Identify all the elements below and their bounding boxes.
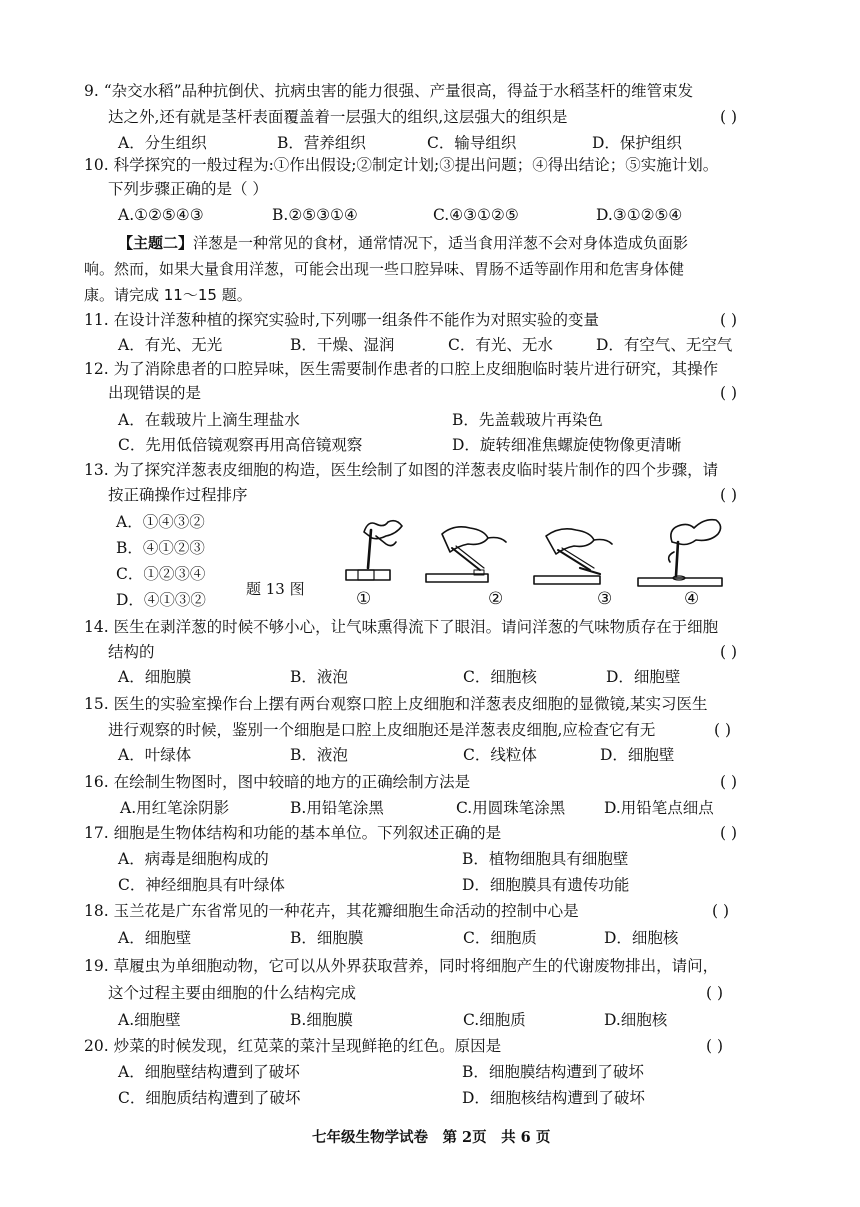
q13-figure-caption: 题 13 图 [246,580,305,598]
q17-option-c: C．神经细胞具有叶绿体 [118,876,285,894]
q10-option-c: C.④③①②⑤ [433,206,519,224]
q10-option-b: B.②⑤③①④ [272,206,358,224]
q14-option-a: A．细胞膜 [118,668,192,686]
q17-stem-line1: 17. 细胞是生物体结构和功能的基本单位。下列叙述正确的是 [84,824,502,842]
topic2-tag: 【主题二】 [118,234,194,252]
topic2-intro-line1 [118,232,688,254]
q20-stem-line1: 20. 炒菜的时候发现，红苋菜的菜汁呈现鲜艳的红色。原因是 [84,1037,502,1055]
q14-option-d: D．细胞壁 [606,668,681,686]
q19-stem-line2: 这个过程主要由细胞的什么结构完成 [108,984,357,1002]
q16-option-c: C.用圆珠笔涂黑 [456,799,566,817]
q15-option-b: B．液泡 [290,746,348,764]
q17-answer-blank: ( ) [720,824,738,842]
q9-option-d: D．保护组织 [592,134,682,152]
q19-option-c: C.细胞质 [463,1011,526,1029]
q11-stem-line1: 11. 在设计洋葱种植的探究实验时,下列哪一组条件不能作为对照实验的变量 [84,311,600,329]
q12-option-a: A．在载玻片上滴生理盐水 [118,411,300,429]
q12-stem-line1: 12. 为了消除患者的口腔异味，医生需要制作患者的口腔上皮细胞临时装片进行研究，其操作 [84,360,719,378]
q19-answer-blank: ( ) [706,984,724,1002]
q14-option-c: C．细胞核 [463,668,537,686]
q13-answer-blank: ( ) [720,486,738,504]
q14-stem-line1: 14. 医生在剥洋葱的时候不够小心，让气味熏得流下了眼泪。请问洋葱的气味物质存在于细胞 [84,618,719,636]
q12-answer-blank: ( ) [720,384,738,402]
q13-stem-line2: 按正确操作过程排序 [108,486,248,504]
q19-stem-line1: 19. 草履虫为单细胞动物，它可以从外界获取营养，同时将细胞产生的代谢废物排出，请问， [84,957,719,975]
q13-option-b: B．④①②③ [116,539,205,557]
step3-coverslip-hand-icon [534,529,612,584]
step1-dropper-hand-icon [346,521,402,580]
q11-option-d: D．有空气、无空气 [596,336,733,354]
step4-drop-hand-icon [638,520,722,586]
q9-answer-blank: ( ) [720,108,738,126]
q10-stem-line1: 10. 科学探究的一般过程为:①作出假设;②制定计划;③提出问题；④得出结论；⑤实施计划。 [84,156,719,174]
q15-option-d: D．细胞壁 [600,746,675,764]
q19-option-d: D.细胞核 [604,1011,668,1029]
q13-option-d: D．④①③② [116,591,206,609]
q11-option-c: C．有光、无水 [448,336,553,354]
q12-stem-line2: 出现错误的是 [108,384,202,402]
q18-answer-blank: ( ) [712,902,730,920]
q12-option-b: B．先盖载玻片再染色 [452,411,603,429]
q13-step-label-4: ④ [684,589,700,609]
topic2-intro-text: 洋葱是一种常见的食材，通常情况下，适当食用洋葱不会对身体造成负面影 [193,234,689,252]
q20-option-d: D．细胞核结构遭到了破坏 [462,1089,645,1107]
topic2-intro-line3: 康。请完成 11～15 题。 [84,286,252,304]
q11-option-b: B．干燥、湿润 [290,336,395,354]
q9-option-b: B．营养组织 [277,134,366,152]
q14-stem-line2: 结构的 [108,643,155,661]
q9-option-a: A．分生组织 [118,134,207,152]
q20-option-c: C．细胞质结构遭到了破坏 [118,1089,301,1107]
q17-option-a: A．病毒是细胞构成的 [118,850,269,868]
q13-step-label-3: ③ [597,589,613,609]
q11-option-a: A．有光、无光 [118,336,223,354]
q13-option-c: C．①②③④ [116,565,206,583]
q9-stem-line2: 达之外,还有就是茎杆表面覆盖着一层强大的组织,这层强大的组织是 [108,108,568,126]
q16-stem-line1: 16. 在绘制生物图时，图中较暗的地方的正确绘制方法是 [84,773,471,791]
q13-step-label-1: ① [356,589,372,609]
q9-stem-line1: 9. “杂交水稻”品种抗倒伏、抗病虫害的能力很强、产量很高，得益于水稻茎杆的维管束发 [84,82,694,100]
q15-stem-line2: 进行观察的时候，鉴别一个细胞是口腔上皮细胞还是洋葱表皮细胞,应检查它有无 [108,721,656,739]
q20-option-b: B．细胞膜结构遭到了破坏 [462,1063,644,1081]
q15-option-c: C．线粒体 [463,746,537,764]
q17-option-b: B．植物细胞具有细胞壁 [462,850,629,868]
q19-option-a: A.细胞壁 [118,1011,181,1029]
q16-option-a: A.用红笔涂阴影 [120,799,230,817]
q13-figure [338,512,728,604]
q13-option-a: A．①④③② [116,513,205,531]
q12-option-d: D．旋转细准焦螺旋使物像更清晰 [452,436,682,454]
q20-answer-blank: ( ) [706,1037,724,1055]
q15-answer-blank: ( ) [714,721,732,739]
q18-option-c: C．细胞质 [463,929,537,947]
page-footer: 七年级生物学试卷 第 2页 共 6 页 [312,1129,551,1146]
q9-option-c: C．输导组织 [427,134,517,152]
q10-option-a: A.①②⑤④③ [118,206,204,224]
q15-stem-line1: 15. 医生的实验室操作台上摆有两台观察口腔上皮细胞和洋葱表皮细胞的显微镜,某实习医生 [84,695,708,713]
q13-step-label-2: ② [488,589,504,609]
step2-tweezers-hand-icon [426,527,506,582]
q18-option-d: D．细胞核 [604,929,679,947]
q11-answer-blank: ( ) [720,311,738,329]
q13-stem-line1: 13. 为了探究洋葱表皮细胞的构造，医生绘制了如图的洋葱表皮临时装片制作的四个步骤，请 [84,461,719,479]
q16-answer-blank: ( ) [720,773,738,791]
q14-answer-blank: ( ) [720,643,738,661]
q10-option-d: D.③①②⑤④ [596,206,683,224]
q16-option-b: B.用铅笔涂黑 [290,799,384,817]
q12-option-c: C．先用低倍镜观察再用高倍镜观察 [118,436,363,454]
q15-option-a: A．叶绿体 [118,746,192,764]
topic2-intro-line2: 响。然而，如果大量食用洋葱，可能会出现一些口腔异味、胃肠不适等副作用和危害身体健 [84,260,685,278]
q10-stem-line2: 下列步骤正确的是（ ） [108,180,268,198]
q18-stem-line1: 18. 玉兰花是广东省常见的一种花卉，其花瓣细胞生命活动的控制中心是 [84,902,579,920]
q19-option-b: B.细胞膜 [290,1011,353,1029]
q14-option-b: B．液泡 [290,668,348,686]
q18-option-a: A．细胞壁 [118,929,192,947]
q16-option-d: D.用铅笔点细点 [604,799,714,817]
q18-option-b: B．细胞膜 [290,929,364,947]
q17-option-d: D．细胞膜具有遗传功能 [462,876,630,894]
q20-option-a: A．细胞壁结构遭到了破坏 [118,1063,300,1081]
